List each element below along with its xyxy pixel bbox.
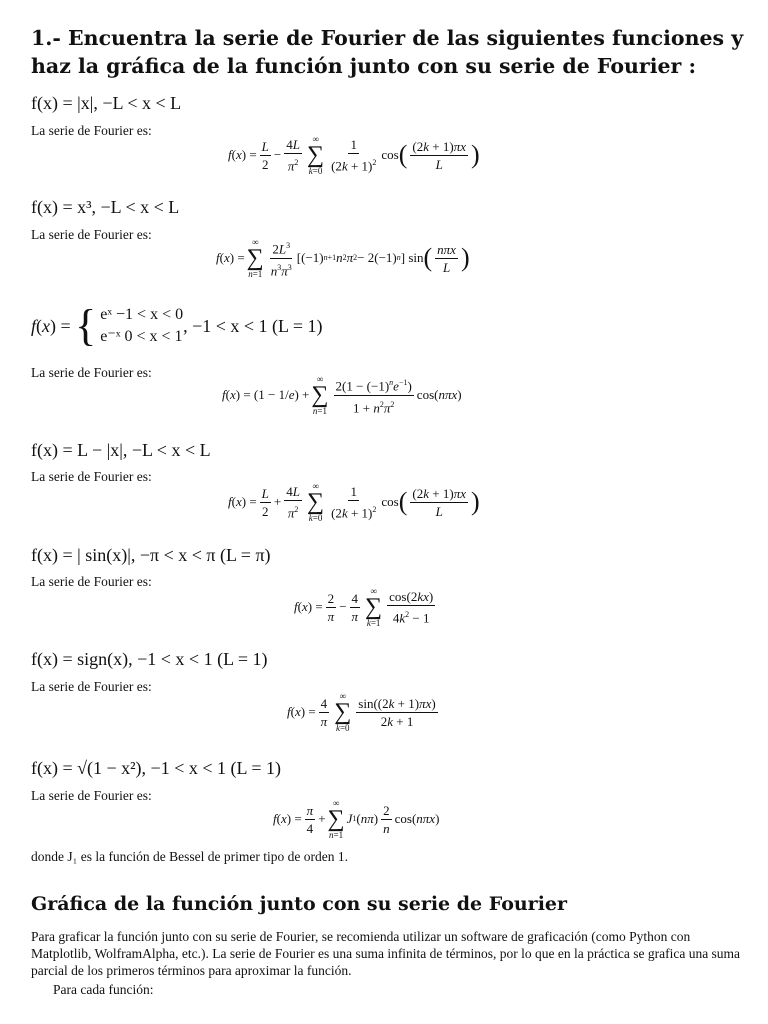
fourier-series-semicircle: f ( x ) = $\frac{\pi}{4}$ + ∞ ∑ n=1 J 1 ( nπ ) $\frac{2}{n}$ cos( nπx ) [273, 798, 440, 840]
fourier-series-cubic: f ( x ) = ∞ ∑ n=1 $\frac{2L^3}{n^3\pi^3}$ [(−1) n+1 n 2 π 2 − 2(−1) n ] sin ( $\frac{\text{nπx}}{L}$ ) [216, 237, 470, 279]
fourier-series-piecewise: f ( x ) = (1 − 1/ e ) + ∞ ∑ n=1 $\frac{2(1 - (-1)^ne^{-1})}{1 + n^2\pi^2}$ cos( nπx ) [222, 374, 462, 416]
function-definition-abs-sin: f(x) = | sin(x)|, −π < x < π (L = π) [31, 545, 271, 565]
graph-section-heading: Gráfica de la función junto con su serie de Fourier [31, 893, 568, 915]
function-definition-abs: f(x) = |x|, −L < x < L [31, 93, 182, 113]
function-definition-semicircle: f(x) = √(1 − x²), −1 < x < 1 (L = 1) [31, 758, 281, 778]
function-definition-triangle: f(x) = L − |x|, −L < x < L [31, 440, 211, 460]
case-positive: e⁻ˣ 0 < x < 1 [100, 328, 183, 345]
series-label: La serie de Fourier es: [31, 788, 152, 803]
exercise-heading: 1.- Encuentra la serie de Fourier de las siguientes funciones y haz la gráfica de la función junto con su serie de Fourier : [31, 26, 744, 78]
series-label: La serie de Fourier es: [31, 679, 152, 694]
piecewise-domain: , −1 < x < 1 (L = 1) [183, 316, 323, 336]
series-label: La serie de Fourier es: [31, 469, 152, 484]
fourier-series-abs: f ( x ) = $\frac{L}{2}$ − $\frac{4L}{\pi^2}$ ∞ ∑ k=0 $\frac{1}{(2k + 1)^2}$ cos ( $\frac{(2k + 1)\pi x}{L}$ ) [228, 134, 480, 176]
series-label: La serie de Fourier es: [31, 227, 152, 242]
fourier-series-sign: f ( x ) = $\frac{4}{\pi}$ ∞ ∑ k=0 $\frac{\sin((2k + 1)\pi x)}{2k + 1}$ [287, 691, 436, 733]
series-label: La serie de Fourier es: [31, 123, 152, 138]
series-label: La serie de Fourier es: [31, 365, 152, 380]
function-definition-sign: f(x) = sign(x), −1 < x < 1 (L = 1) [31, 649, 268, 669]
function-definition-piecewise: f(x) = { eˣ −1 < x < 0 e⁻ˣ 0 < x < 1 , −1 < x < 1 (L = 1) [31, 301, 323, 350]
case-negative: eˣ −1 < x < 0 [100, 306, 184, 323]
series-label: La serie de Fourier es: [31, 574, 152, 589]
fourier-series-abs-sin: f ( x ) = $\frac{2}{\pi}$ − $\frac{4}{\pi}$ ∞ ∑ k=1 $\frac{\cos(2kx)}{4k^2 - 1}$ [294, 586, 434, 628]
function-definition-cubic: f(x) = x³, −L < x < L [31, 197, 180, 217]
per-function-intro: Para cada función: [53, 982, 154, 997]
fourier-series-triangle: f ( x ) = $\frac{L}{2}$ + $\frac{4L}{\pi^2}$ ∞ ∑ k=0 $\frac{1}{(2k + 1)^2}$ cos ( $\frac{(2k + 1)\pi x}{L}$ ) [228, 481, 480, 523]
graph-section-paragraph: Para graficar la función junto con su serie de Fourier, se recomienda utilizar un software de graficación (como Python con Matplotlib, WolframAlpha, etc.). La serie de Fourier es una suma infinita de términos, por lo que en la práctica se grafica una suma parcial de los primeros términos para aproximar la función. [31, 929, 741, 978]
bessel-note: donde J₁ es la función de Bessel de primer tipo de orden 1. [31, 849, 348, 864]
